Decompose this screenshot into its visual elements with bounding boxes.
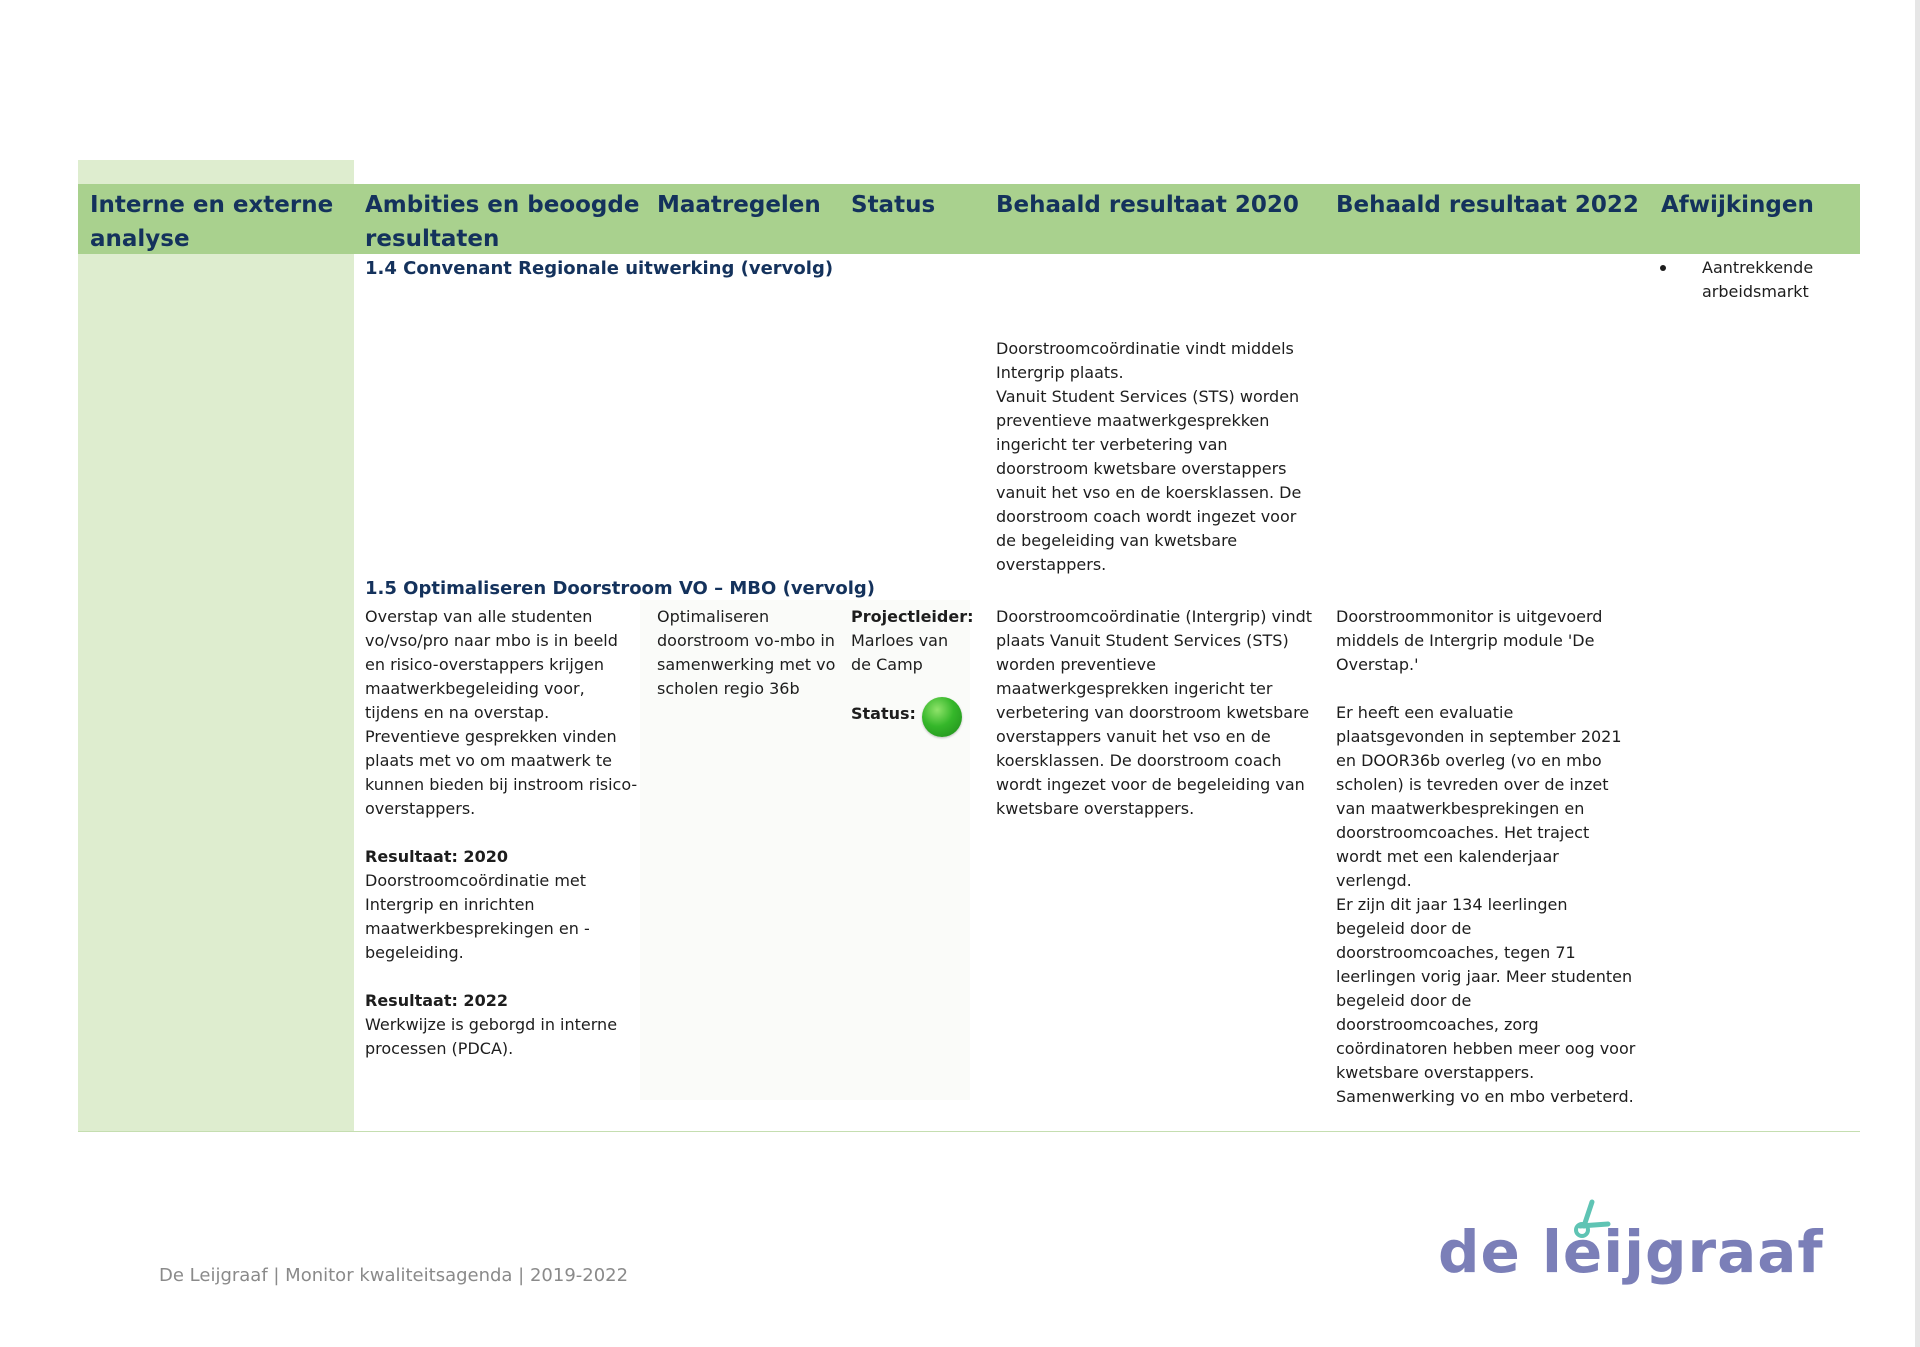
behaald-2022-paragraph-2: Er heeft een evaluatie plaatsgevonden in september 2021 en DOOR36b overleg (vo en mbo scholen) is tevreden over de inzet van maatwerkbesprekingen en doorstroomcoaches. Het traject wordt met een kalenderjaar verlengd. Er zijn dit jaar 134 leerlingen begeleid door de doorstroomcoaches, tegen 71 leerlingen vorig jaar. Meer studenten begeleid door de doorstroomcoaches, zorg coördinatoren hebben meer oog voor kwetsbare overstappers. Samenwerking vo en mbo verbeterd. <box>1336 703 1636 1106</box>
result-2020-text: Doorstroomcoördinatie met Intergrip en inrichten maatwerkbesprekingen en -begeleiding. <box>365 871 590 962</box>
result-2022-label: Resultaat: 2022 <box>365 991 508 1010</box>
afwijkingen-item <box>1660 256 1850 304</box>
table-bottom-rule <box>78 1131 1860 1132</box>
analysis-column-band <box>78 160 354 1132</box>
section-1-5-title: 1.5 Optimaliseren Doorstroom VO – MBO (vervolg) <box>365 578 876 599</box>
header-afwijkingen: Afwijkingen <box>1661 192 1814 218</box>
section-1-4-result-2020: Doorstroomcoördinatie vindt middels Intergrip plaats. Vanuit Student Services (STS) worden preventieve maatwerkgesprekken ingericht ter verbetering van doorstroom kwetsbare overstappers vanuit het vso en de koersklassen. De doorstroom coach wordt ingezet voor de begeleiding van kwetsbare overstappers. <box>996 339 1302 574</box>
leijgraaf-logo <box>1438 1190 1824 1300</box>
result-2022-text: Werkwijze is geborgd in interne processen (PDCA). <box>365 1015 618 1058</box>
header-ambities: Ambities en beoogde resultaten <box>365 192 640 252</box>
status-label: Status: <box>851 704 916 723</box>
projectleider-name: Marloes van de Camp <box>851 631 949 674</box>
maatregelen-text: Optimaliseren doorstroom vo-mbo in samenwerking met vo scholen regio 36b <box>657 607 836 698</box>
projectleider-label: Projectleider: <box>851 607 974 626</box>
section-1-4-title: 1.4 Convenant Regionale uitwerking (vervolg) <box>365 258 834 279</box>
behaald-2022-paragraph-1: Doorstroommonitor is uitgevoerd middels de Intergrip module 'De Overstap.' <box>1336 607 1603 674</box>
header-status: Status <box>851 192 936 218</box>
header-maatregelen: Maatregelen <box>657 192 821 218</box>
ambities-intro-text: Overstap van alle studenten vo/vso/pro naar mbo is in beeld en risico-overstappers krijgen maatwerkbegeleiding voor, tijdens en na overstap. Preventieve gesprekken vinden plaats met vo om maatwerk te kunnen bieden bij instroom risico-overstappers. <box>365 607 638 818</box>
footer-text: De Leijgraaf | Monitor kwaliteitsagenda | 2019-2022 <box>159 1265 629 1286</box>
header-behaald-2020: Behaald resultaat 2020 <box>996 192 1299 218</box>
scrollbar[interactable] <box>1915 0 1920 1347</box>
status-indicator-icon <box>922 697 962 737</box>
result-2020-label: Resultaat: 2020 <box>365 847 508 866</box>
header-interne-externe-analyse: Interne en externe analyse <box>90 192 334 252</box>
afwijkingen-list <box>1660 256 1850 304</box>
afwijkingen-item-text: Aantrekkende arbeidsmarkt <box>1702 258 1814 301</box>
behaald-2020-text: Doorstroomcoördinatie (Intergrip) vindt plaats Vanuit Student Services (STS) worden preventieve maatwerkgesprekken ingericht ter verbetering van doorstroom kwetsbare overstappers vanuit het vso en de koersklassen. De doorstroom coach wordt ingezet voor de begeleiding van kwetsbare overstappers. <box>996 607 1313 818</box>
logo-wordmark: de leijgraaf <box>1438 1218 1824 1286</box>
header-behaald-2022: Behaald resultaat 2022 <box>1336 192 1639 218</box>
bullet-icon <box>1660 265 1666 271</box>
